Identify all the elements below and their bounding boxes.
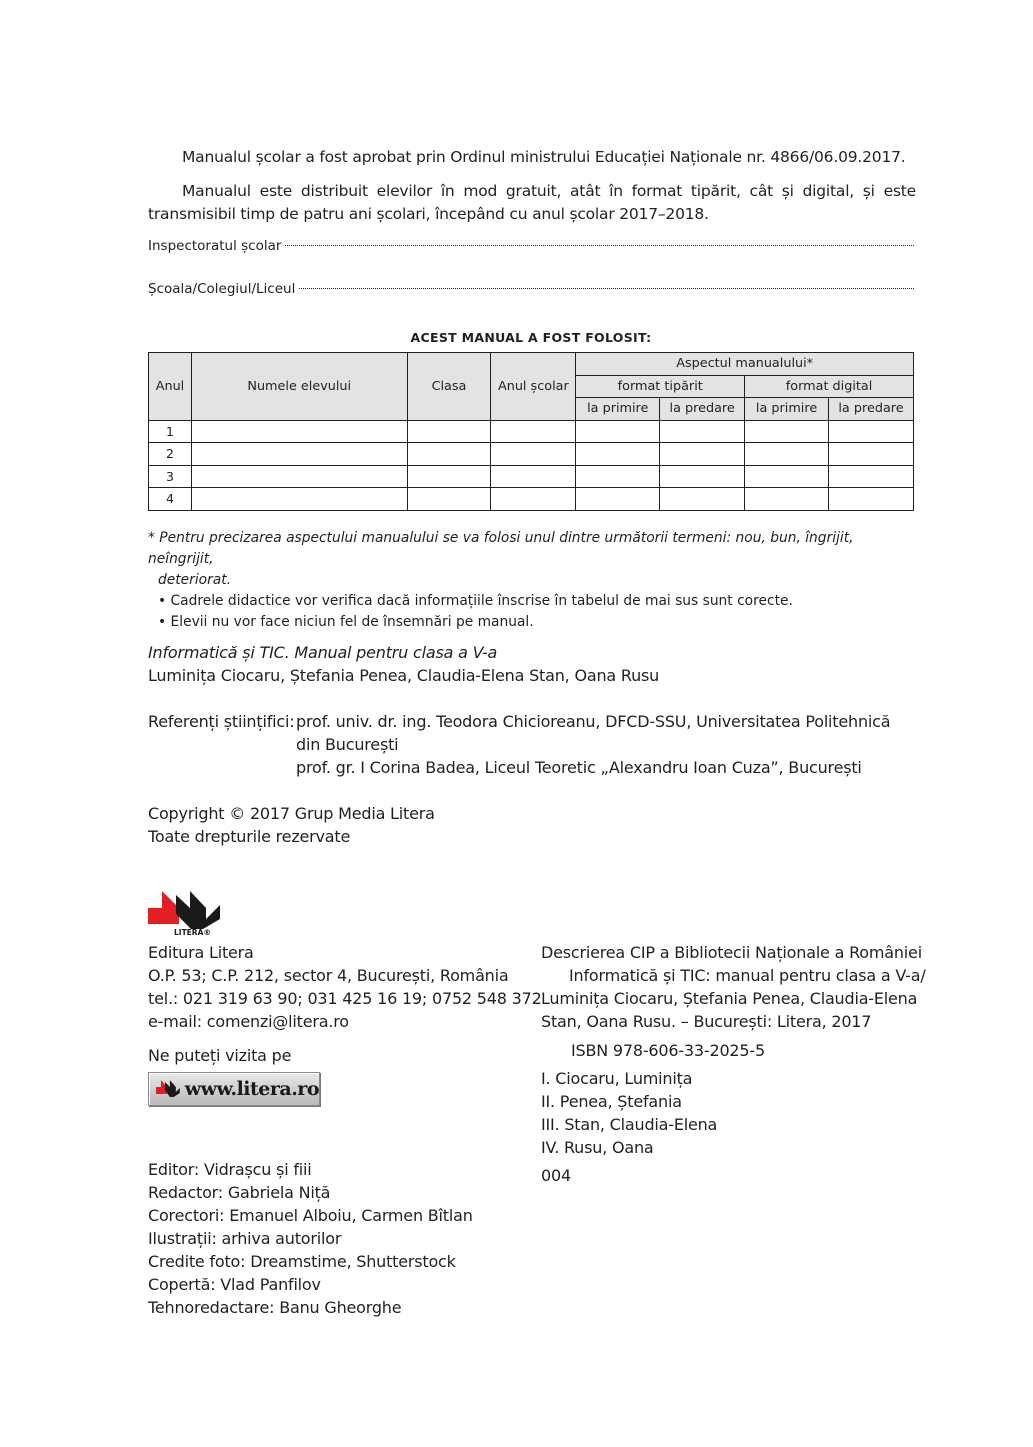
litera-logo-icon [146,888,222,936]
row-number: 1 [149,420,192,443]
cip-entry: III. Stan, Claudia-Elena [541,1115,718,1134]
logo-wordmark: LITERA® [174,928,211,936]
asterisk-note-line-1: * Pentru precizarea aspectului manualului se va folosi unul dintre următorii termeni: nou, bun, îngrijit, neîngrijit, [148,530,854,567]
usage-table [148,352,914,511]
website-url[interactable]: www.litera.ro [184,1078,319,1100]
publisher-phones: tel.: 021 319 63 90; 031 425 16 19; 0752 548 372 [148,989,542,1008]
header-student-name: Numele elevului [191,353,407,421]
referee-1-line-1: prof. univ. dr. ing. Teodora Chicioreanu, DFCD-SSU, Universitatea Politehnică [296,712,891,731]
note-bullet-1: • Cadrele didactice vor verifica dacă informațiile înscrise în tabelul de mai sus sunt corecte. [158,593,793,609]
credit-illustrations: Ilustrații: arhiva autorilor [148,1229,342,1248]
referee-1-line-2: din București [296,735,399,754]
usage-table-title: ACEST MANUAL A FOST FOLOSIT: [410,330,652,345]
cip-entry: IV. Rusu, Oana [541,1138,654,1157]
visit-us-label: Ne puteți vizita pe [148,1046,292,1065]
header-digital-return: la predare [829,398,914,421]
table-notes [148,528,918,633]
inspectorate-label: Inspectoratul școlar [148,238,282,254]
table-row [149,420,914,443]
table-row [149,443,914,466]
cip-udc: 004 [541,1166,571,1185]
inspectorate-line [148,238,914,254]
publisher-info [148,941,542,1033]
approval-paragraph-2: Manualul este distribuit elevilor în mod gratuit, atât în format tipărit, cât și digital, și este transmisibil timp de patru ani școlari, începând cu anul școlar 2017–2018. [148,182,916,223]
table-row [149,465,914,488]
cip-line-2: Luminița Ciocaru, Ștefania Penea, Claudia-Elena [541,989,918,1008]
header-printed-format: format tipărit [576,375,745,398]
header-digital-format: format digital [745,375,914,398]
credit-cover: Copertă: Vlad Panfilov [148,1275,321,1294]
copyright [148,802,435,848]
header-year: Anul [149,353,192,421]
row-number: 2 [149,443,192,466]
referees-list [296,710,916,779]
cip-heading: Descrierea CIP a Bibliotecii Naționale a României [541,943,922,962]
credit-proofreaders: Corectori: Emanuel Alboiu, Carmen Bîtlan [148,1206,473,1225]
referee-2: prof. gr. I Corina Badea, Liceul Teoretic „Alexandru Ioan Cuza”, București [296,758,862,777]
cip-entry: II. Penea, Ștefania [541,1092,682,1111]
header-digital-receive: la primire [745,398,829,421]
cip-entries [541,1067,717,1159]
publisher-email[interactable]: e-mail: comenzi@litera.ro [148,1012,349,1031]
header-printed-return: la predare [660,398,745,421]
header-printed-receive: la primire [576,398,660,421]
credit-photos: Credite foto: Dreamstime, Shutterstock [148,1252,456,1271]
school-label: Școala/Colegiul/Liceul [148,281,296,297]
cip-line-1: Informatică și TIC: manual pentru clasa a V-a/ [569,966,926,985]
approval-paragraph-1: Manualul școlar a fost aprobat prin Ordinul ministrului Educației Naționale nr. 4866/06.09.2017. [182,148,906,166]
referees-label: Referenți științifici: [148,712,295,731]
credit-typesetting: Tehnoredactare: Banu Gheorghe [148,1298,402,1317]
cip-line-3: Stan, Oana Rusu. – București: Litera, 2017 [541,1012,872,1031]
header-class: Clasa [407,353,491,421]
litera-small-logo-icon [155,1079,181,1099]
table-row [149,488,914,511]
row-number: 3 [149,465,192,488]
header-book-condition: Aspectul manualului* [576,353,914,376]
credits [148,1158,473,1319]
copyright-line-1: Copyright © 2017 Grup Media Litera [148,804,435,823]
asterisk-note-line-2: deteriorat. [158,572,232,588]
website-link[interactable] [148,1072,320,1106]
school-line [148,281,914,297]
school-dotted-field [299,288,914,289]
credit-redactor: Redactor: Gabriela Niță [148,1183,331,1202]
header-school-year: Anul școlar [491,353,576,421]
note-bullet-2: • Elevii nu vor face niciun fel de însemnări pe manual. [158,614,534,630]
copyright-line-2: Toate drepturile rezervate [148,827,351,846]
cip-entry: I. Ciocaru, Luminița [541,1069,693,1088]
cip-isbn: ISBN 978-606-33-2025-5 [571,1041,765,1060]
publisher-name: Editura Litera [148,943,254,962]
publisher-address: O.P. 53; C.P. 212, sector 4, București, România [148,966,509,985]
row-number: 4 [149,488,192,511]
cip-block [541,941,931,1033]
book-title: Informatică și TIC. Manual pentru clasa a V-a [148,643,498,662]
book-authors: Luminița Ciocaru, Ștefania Penea, Claudia-Elena Stan, Oana Rusu [148,666,660,685]
credit-editor: Editor: Vidrașcu și fiii [148,1160,312,1179]
inspectorate-dotted-field [285,245,914,246]
